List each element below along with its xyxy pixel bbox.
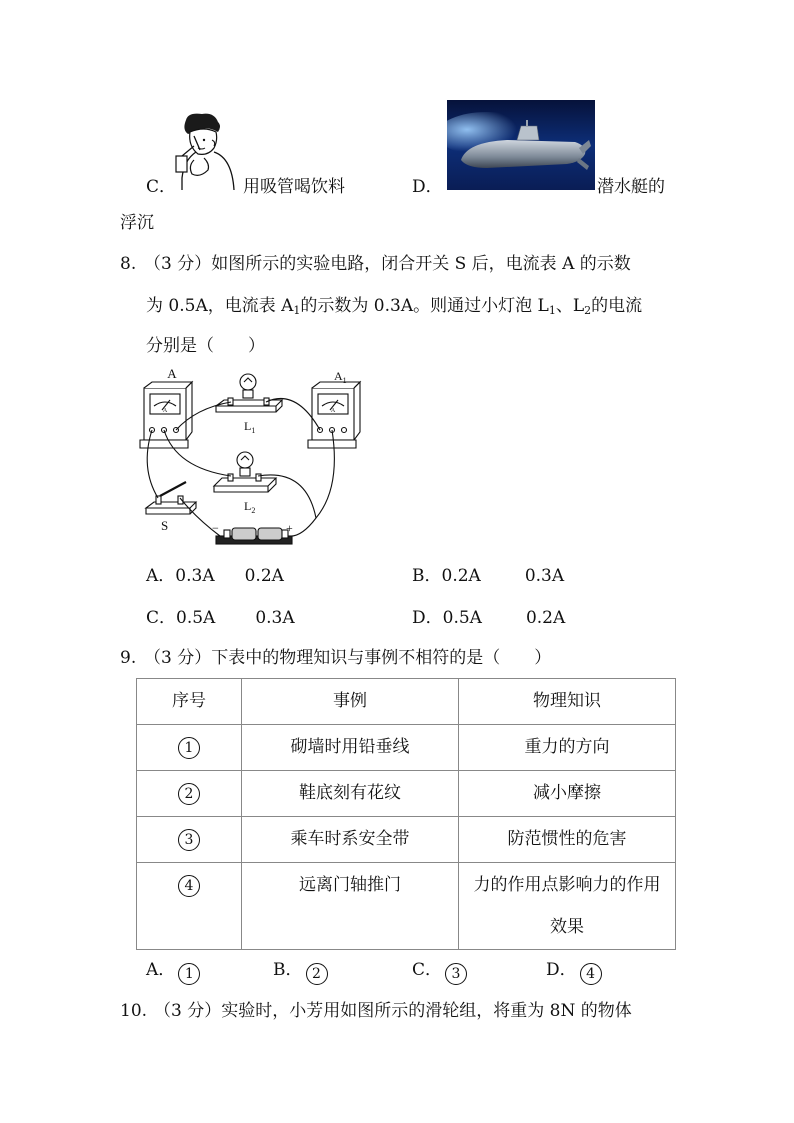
q9-option-c[interactable]: C． 3	[412, 959, 467, 985]
q8-option-c[interactable]: C．0.5A 0.3A	[146, 608, 295, 628]
ammeter-a	[140, 382, 192, 448]
ammeter-a1	[308, 382, 360, 448]
table-row	[137, 771, 676, 817]
battery-plus: +	[286, 521, 293, 535]
q8-stem-line3: 分别是（ ）	[146, 336, 265, 356]
switch-s	[146, 482, 196, 514]
table-row	[137, 725, 676, 771]
lamp-l1-label: $L_1$	[244, 419, 256, 435]
table-row	[137, 863, 676, 950]
circled-number: 4	[580, 963, 602, 985]
table-cell: 砌墙时用铅垂线	[242, 725, 459, 771]
table-header-cell: 事例	[242, 679, 459, 725]
boy-drinking-straw-image	[174, 112, 236, 192]
ammeter-a1-label: $A_1$	[334, 369, 347, 385]
circled-number: 3	[445, 963, 467, 985]
circuit-diagram	[136, 368, 366, 554]
table-cell: 远离门轴推门	[242, 863, 459, 950]
battery	[216, 528, 292, 544]
table-cell: 乘车时系安全带	[242, 817, 459, 863]
q8-option-b[interactable]: B．0.2A 0.3A	[412, 566, 565, 586]
q8-option-d[interactable]: D．0.5A 0.2A	[412, 608, 566, 628]
ammeter-a-label: A	[167, 368, 177, 381]
submarine-image	[447, 100, 595, 190]
knowledge-table	[136, 678, 676, 950]
q8-stem-line2: 为 0.5A，电流表 $A_1$的示数为 0.3A。则通过小灯泡 $L_1$、$L_2$的电流	[146, 296, 643, 317]
table-row	[137, 817, 676, 863]
q8-option-a[interactable]: A．0.3A 0.2A	[146, 566, 284, 586]
table-cell: 鞋底刻有花纹	[242, 771, 459, 817]
table-header-row	[137, 679, 676, 725]
q7-option-d-text: 潜水艇的	[597, 177, 665, 197]
table-cell: 力的作用点影响力的作用 效果	[459, 863, 676, 950]
q9-option-d[interactable]: D． 4	[546, 959, 602, 985]
table-cell: 防范惯性的危害	[459, 817, 676, 863]
circled-number: 1	[178, 963, 200, 985]
circled-number: 4	[178, 875, 200, 897]
circled-number: 2	[178, 783, 200, 805]
switch-label: S	[161, 518, 169, 533]
lamp-l1	[216, 374, 282, 412]
table-cell: 减小摩擦	[459, 771, 676, 817]
svg-text:A: A	[330, 408, 336, 414]
table-header-cell: 物理知识	[459, 679, 676, 725]
q7-option-c-letter: C．	[146, 177, 177, 197]
circled-number: 2	[306, 963, 328, 985]
svg-text:A: A	[162, 408, 168, 414]
circled-number: 1	[178, 737, 200, 759]
q9-option-a[interactable]: A． 1	[146, 959, 200, 985]
q9-number: 9.	[120, 648, 137, 668]
table-cell: 重力的方向	[459, 725, 676, 771]
q7-option-d-letter: D．	[412, 177, 443, 197]
battery-minus: −	[212, 521, 219, 535]
q7-option-c-text: 用吸管喝饮料	[243, 177, 345, 197]
table-header-cell: 序号	[137, 679, 242, 725]
q9-stem: （3 分）下表中的物理知识与事例不相符的是（ ）	[144, 648, 552, 668]
q7-option-d-text-cont: 浮沉	[120, 213, 154, 233]
lamp-l2	[214, 452, 276, 492]
q10-number: 10.	[120, 1001, 148, 1021]
q8-stem-line1: （3 分）如图所示的实验电路，闭合开关 S 后，电流表 A 的示数	[144, 254, 631, 274]
q10-stem: （3 分）实验时，小芳用如图所示的滑轮组，将重为 8N 的物体	[154, 1001, 632, 1021]
circled-number: 3	[178, 829, 200, 851]
lamp-l2-label: $L_2$	[244, 499, 256, 515]
q9-option-b[interactable]: B． 2	[273, 959, 328, 985]
q8-number: 8.	[120, 254, 137, 274]
